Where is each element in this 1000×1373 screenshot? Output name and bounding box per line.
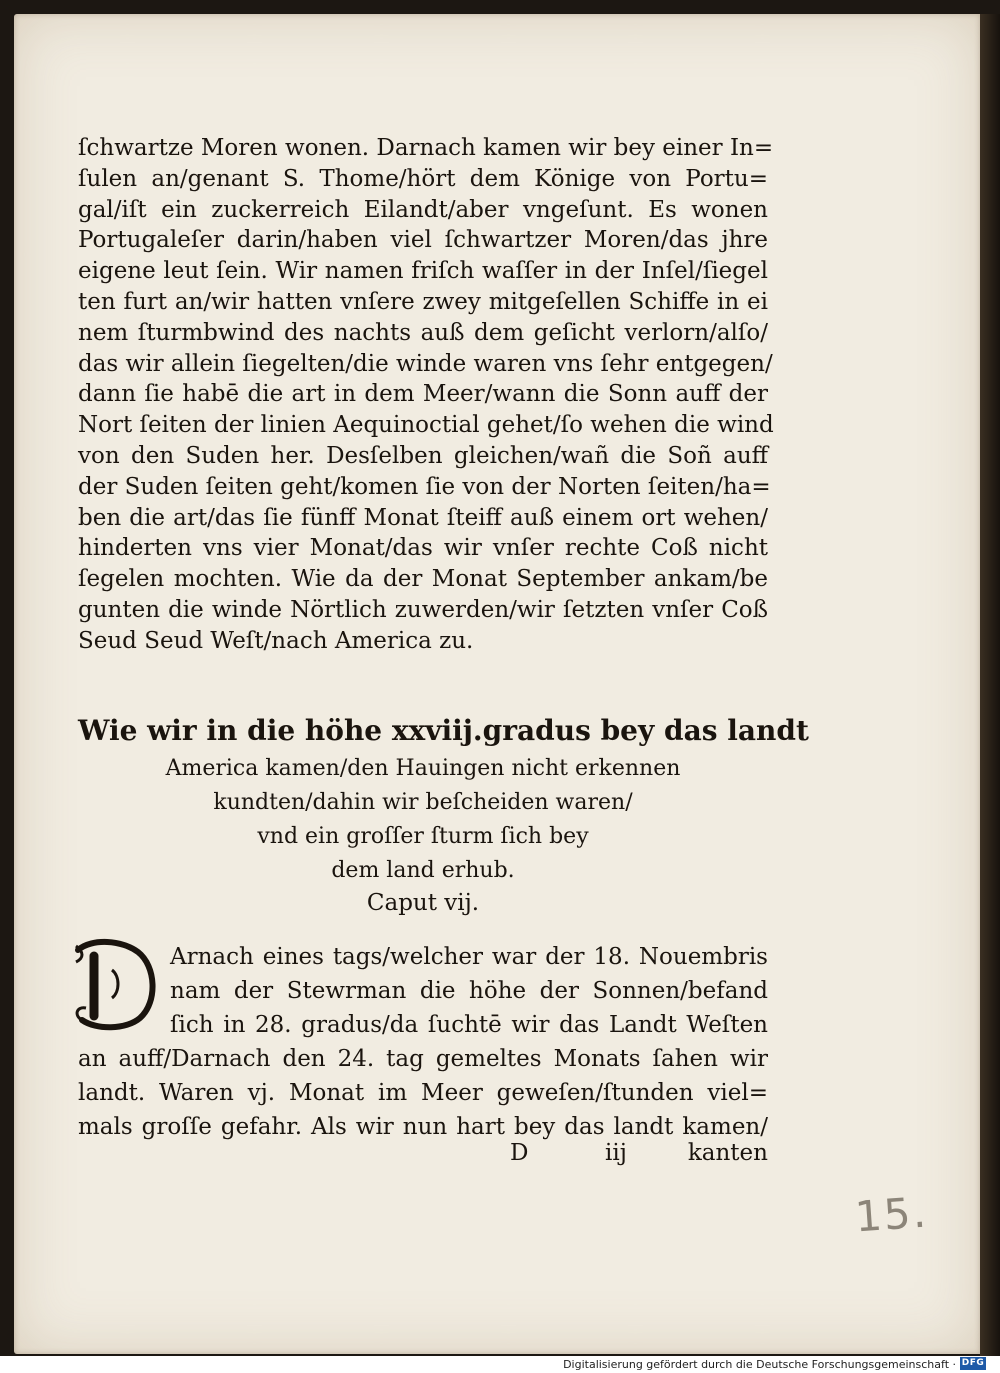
funding-note: Digitalisierung gefördert durch die Deutsche Forschungsgemeinschaft ·: [563, 1358, 956, 1371]
body-line: eigene leut ſein. Wir namen friſch waſſer in der Inſel/ſiegel: [78, 258, 768, 285]
chapter-line: Arnach eines tags/welcher war der 18. Nouembris: [170, 944, 768, 970]
chapter-number: Caput vij.: [366, 890, 480, 916]
chapter-heading-line: vnd ein groſſer ſturm ſich bey: [257, 824, 589, 849]
dfg-logo-icon[interactable]: DFG: [961, 1358, 985, 1368]
page-edge-shadow: [980, 14, 1000, 1356]
body-line: hinderten vns vier Monat/das wir vnſer rechte Coß nicht: [78, 535, 768, 562]
body-line: ten furt an/wir hatten vnſere zwey mitgeſellen Schiffe in ei: [78, 288, 768, 315]
body-line: dann ſie habē die art in dem Meer/wann die Sonn auff der: [78, 381, 768, 408]
body-text: [78, 133, 774, 657]
body-line: ſchwartze Moren wonen. Darnach kamen wir bey einer In=: [78, 135, 774, 161]
signature-mark: D: [510, 1140, 529, 1166]
chapter-heading-line: kundten/dahin wir beſcheiden waren/: [213, 790, 633, 815]
body-line: der Suden ſeiten geht/komen ſie von der Norten ſeiten/ha=: [78, 473, 771, 500]
body-line: ſulen an/genant S. Thome/hört dem Könige von Portu=: [78, 165, 768, 192]
chapter-line: nam der Stewrman die höhe der Sonnen/befand: [170, 978, 768, 1004]
body-line: Portugaleſer darin/haben viel ſchwartzer Moren/das jhre: [78, 227, 768, 254]
body-line: nem ſturmbwind des nachts auß dem geſicht verlorn/alſo/: [78, 319, 768, 346]
chapter-line: landt. Waren vj. Monat im Meer geweſen/ſtunden viel=: [78, 1080, 768, 1106]
signature-number: iij: [605, 1140, 627, 1166]
chapter-text: [78, 940, 768, 1144]
body-line: das wir allein ſiegelten/die winde waren vns ſehr entgegen/: [78, 350, 773, 377]
body-line: Nort ſeiten der linien Aequinoctial gehet/ſo wehen die wind: [78, 412, 774, 439]
chapter-line: ſich in 28. gradus/da ſuchtē wir das Landt Weſten: [170, 1012, 768, 1038]
body-line: gunten die winde Nörtlich zuwerden/wir ſetzten vnſer Coß: [78, 596, 768, 623]
chapter-heading-line: America kamen/den Hauingen nicht erkennen: [165, 756, 681, 781]
signature-line: [510, 1136, 768, 1170]
chapter-line: an auff/Darnach den 24. tag gemeltes Monats ſahen wir: [78, 1046, 768, 1072]
chapter-line: mals groſſe gefahr. Als wir nun hart bey das landt kamen/: [78, 1114, 768, 1140]
chapter-heading-line: dem land erhub.: [331, 858, 515, 883]
body-line-last: Seud Seud Weſt/nach America zu.: [78, 627, 474, 654]
body-line: ſegelen mochten. Wie da der Monat September ankam/be: [78, 566, 768, 593]
chapter-heading: [78, 710, 809, 888]
catchword: kanten: [687, 1140, 768, 1166]
body-line: von den Suden her. Desſelben gleichen/wañ die Soñ auff: [78, 442, 768, 469]
chapter-heading-line: Wie wir in die höhe xxviij.gradus bey das landt: [78, 714, 809, 747]
body-line: gal/iſt ein zuckerreich Eilandt/aber vngeſunt. Es wonen: [78, 196, 768, 223]
body-line: ben die art/das ſie fünff Monat ſteiff auß einem ort wehen/: [78, 504, 768, 531]
pencil-folio-number: 15.: [853, 1187, 930, 1242]
